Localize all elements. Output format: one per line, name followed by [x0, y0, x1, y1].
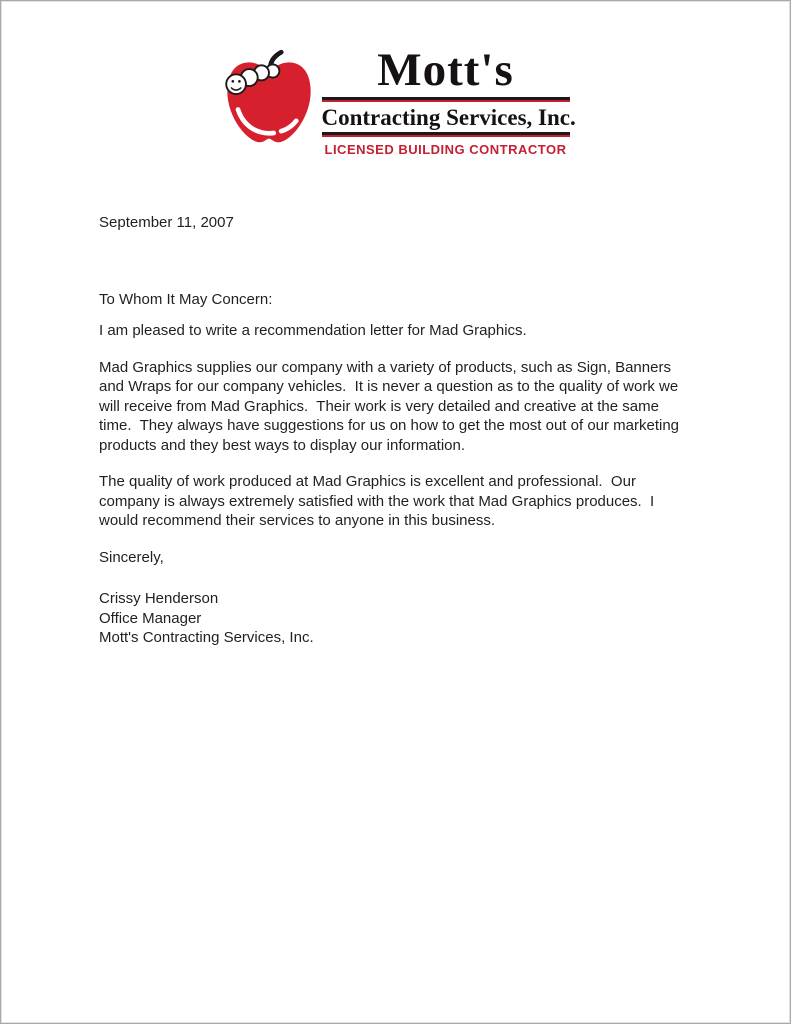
paragraph-body-1: Mad Graphics supplies our company with a variety of products, such as Sign, Banners and Wraps for our company vehicles. It is never a question as to the quality of work we will receive from Mad Graphics. Their work is very detailed and creative at the same time. They always have suggestions for us on how to get the most out of our marketing products and they best ways to display our information. [99, 358, 684, 454]
company-tagline: LICENSED BUILDING CONTRACTOR [324, 142, 567, 157]
brand-rule-bottom [322, 132, 570, 137]
closing: Sincerely, [99, 548, 164, 566]
apple-with-worm-icon [222, 49, 316, 155]
paragraph-body-2: The quality of work produced at Mad Graphics is excellent and professional. Our company is always extremely satisfied with the work that Mad Graphics produces. I would recommend their services to anyone in this business. [99, 473, 659, 529]
paragraph-intro: I am pleased to write a recommendation letter for Mad Graphics. [99, 322, 527, 339]
letter-date: September 11, 2007 [99, 214, 234, 231]
company-name: Mott's [377, 44, 514, 96]
salutation: To Whom It May Concern: [99, 290, 273, 308]
signer-name: Crissy Henderson [99, 590, 219, 607]
company-subtitle: Contracting Services, Inc. [321, 105, 576, 130]
signature-block [99, 589, 695, 648]
brand-rule-top [322, 97, 570, 102]
brand-text-block [321, 44, 576, 157]
letter-body [1, 157, 791, 648]
signer-title: Office Manager [99, 609, 202, 627]
signer-company: Mott's Contracting Services, Inc. [99, 629, 314, 646]
letterhead [1, 1, 790, 157]
